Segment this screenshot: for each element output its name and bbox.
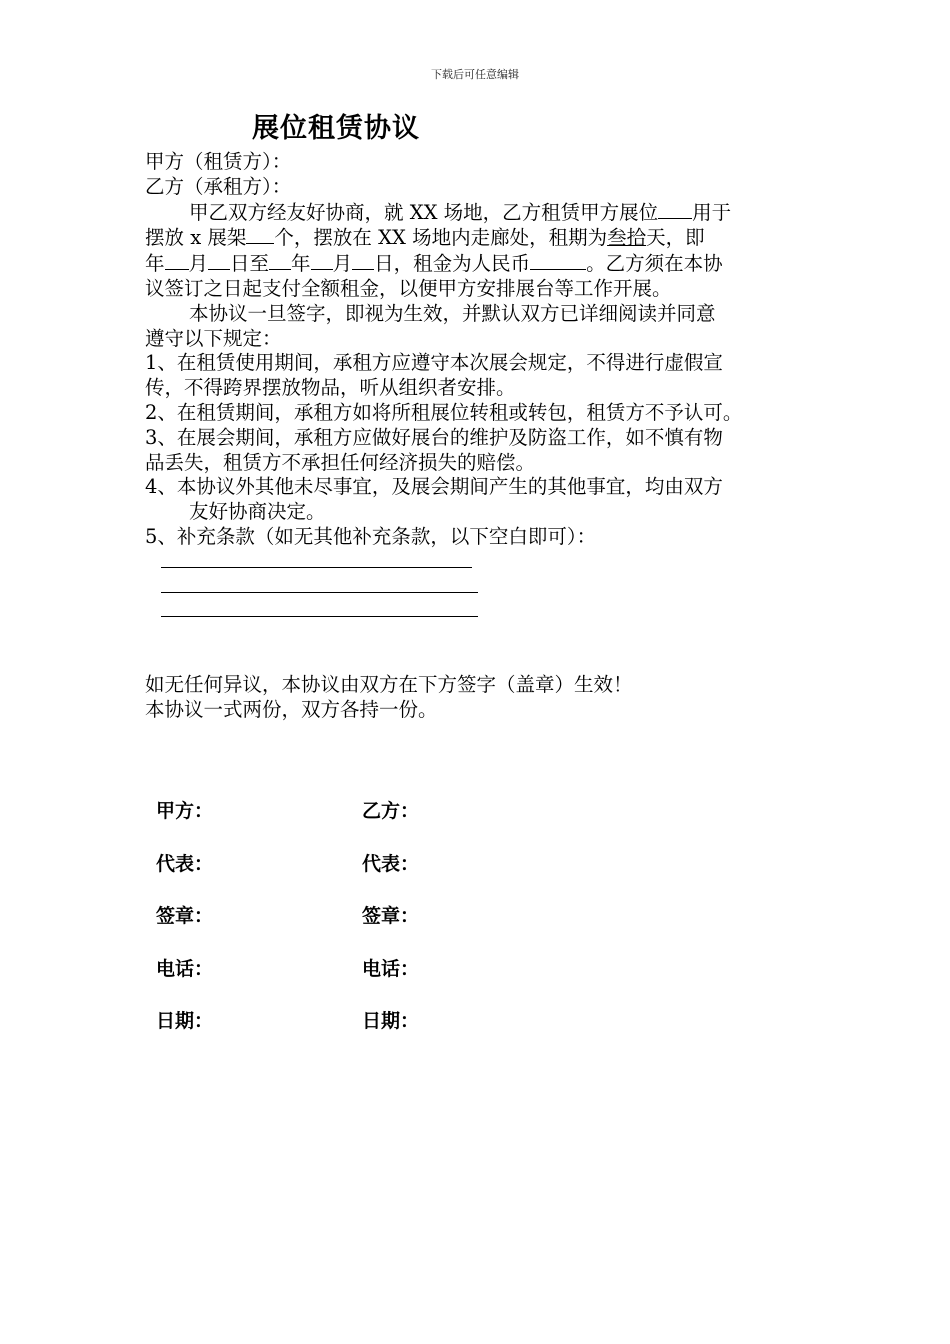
phone-b-label: 电话： xyxy=(362,957,420,980)
terms-text: 月 xyxy=(188,252,209,276)
party-a-line: 甲方（租赁方）： xyxy=(145,150,292,173)
rules-list xyxy=(145,351,835,549)
supplementary-blank-line-1[interactable] xyxy=(161,567,472,568)
paragraph-effect xyxy=(145,302,835,352)
effect-text: 遵守以下规定： xyxy=(145,326,282,350)
rule-item: 3、在展会期间，承租方应做好展台的维护及防盗工作，如不慎有物 xyxy=(145,425,723,449)
date-b-label: 日期： xyxy=(362,1010,420,1032)
effect-text: 本协议一旦签字，即视为生效，并默认双方已详细阅读并同意 xyxy=(189,301,716,325)
terms-text: 议签订之日起支付全额租金，以便甲方安排展台等工作开展。 xyxy=(145,276,672,300)
terms-text: 年 xyxy=(291,252,311,276)
seal-b-label: 签章： xyxy=(362,905,420,927)
terms-text: 日，租金为人民币 xyxy=(374,252,531,276)
rule-item: 5、补充条款（如无其他补充条款，以下空白即可）： xyxy=(145,524,597,548)
party-b-line: 乙方（承租方）： xyxy=(145,174,292,198)
party-a-label: 甲方： xyxy=(156,800,214,822)
seal-a-label: 签章： xyxy=(156,905,214,927)
supplementary-blank-line-3[interactable] xyxy=(161,616,478,617)
terms-text: 年 xyxy=(145,252,165,276)
representative-b-label: 代表： xyxy=(362,852,420,875)
terms-text: 月 xyxy=(332,252,353,276)
closing-text xyxy=(145,672,633,722)
closing-line: 本协议一式两份，双方各持一份。 xyxy=(145,698,438,721)
date-a-label: 日期： xyxy=(156,1010,214,1032)
supplementary-blank-line-2[interactable] xyxy=(161,592,478,593)
end-year-blank[interactable] xyxy=(269,251,291,270)
terms-text: 用于 xyxy=(692,200,732,224)
signature-row-seal xyxy=(156,901,556,954)
signature-row-representative xyxy=(156,849,556,902)
lease-days: 叁拾 xyxy=(607,226,647,250)
signature-row-party xyxy=(156,796,556,849)
signature-row-date xyxy=(156,1006,556,1059)
rule-item: 传，不得跨界摆放物品，听从组织者安排。 xyxy=(145,376,516,400)
terms-text: 个，摆放在 XX 场地内走廊处，租期为 xyxy=(274,226,608,250)
closing-line: 如无任何异议，本协议由双方在下方签字（盖章）生效！ xyxy=(145,673,633,696)
rack-count-blank[interactable] xyxy=(246,225,274,244)
terms-text: 摆放 x 展架 xyxy=(145,226,247,250)
rule-item: 4、本协议外其他未尽事宜，及展会期间产生的其他事宜，均由双方 xyxy=(145,475,723,499)
booth-number-blank[interactable] xyxy=(658,200,692,219)
terms-text: 日至 xyxy=(230,252,270,276)
terms-text: 甲乙双方经友好协商，就 XX 场地，乙方租赁甲方展位 xyxy=(189,200,659,224)
start-month-blank[interactable] xyxy=(208,251,230,270)
party-b-label: 乙方： xyxy=(362,800,420,822)
terms-text: 。乙方须在本协 xyxy=(586,252,723,276)
header-note: 下载后可任意编辑 xyxy=(431,68,519,81)
rule-item: 品丢失，租赁方不承担任何经济损失的赔偿。 xyxy=(145,450,536,474)
phone-a-label: 电话： xyxy=(156,957,214,980)
rule-item: 友好协商决定。 xyxy=(189,500,326,524)
start-year-blank[interactable] xyxy=(165,251,189,270)
terms-text: 天，即 xyxy=(646,226,705,250)
end-day-blank[interactable] xyxy=(352,251,374,270)
signature-row-phone xyxy=(156,954,556,1007)
rule-item: 1、在租赁使用期间，承租方应遵守本次展会规定，不得进行虚假宣 xyxy=(145,351,723,375)
paragraph-terms xyxy=(145,200,835,302)
rule-item: 2、在租赁期间，承租方如将所租展位转租或转包，租赁方不予认可。 xyxy=(145,400,743,424)
signature-block xyxy=(156,796,556,1059)
document-title: 展位租赁协议 xyxy=(252,113,420,144)
rent-amount-blank[interactable] xyxy=(530,251,586,270)
agreement-body xyxy=(145,150,835,550)
representative-a-label: 代表： xyxy=(156,852,214,875)
end-month-blank[interactable] xyxy=(311,251,333,270)
